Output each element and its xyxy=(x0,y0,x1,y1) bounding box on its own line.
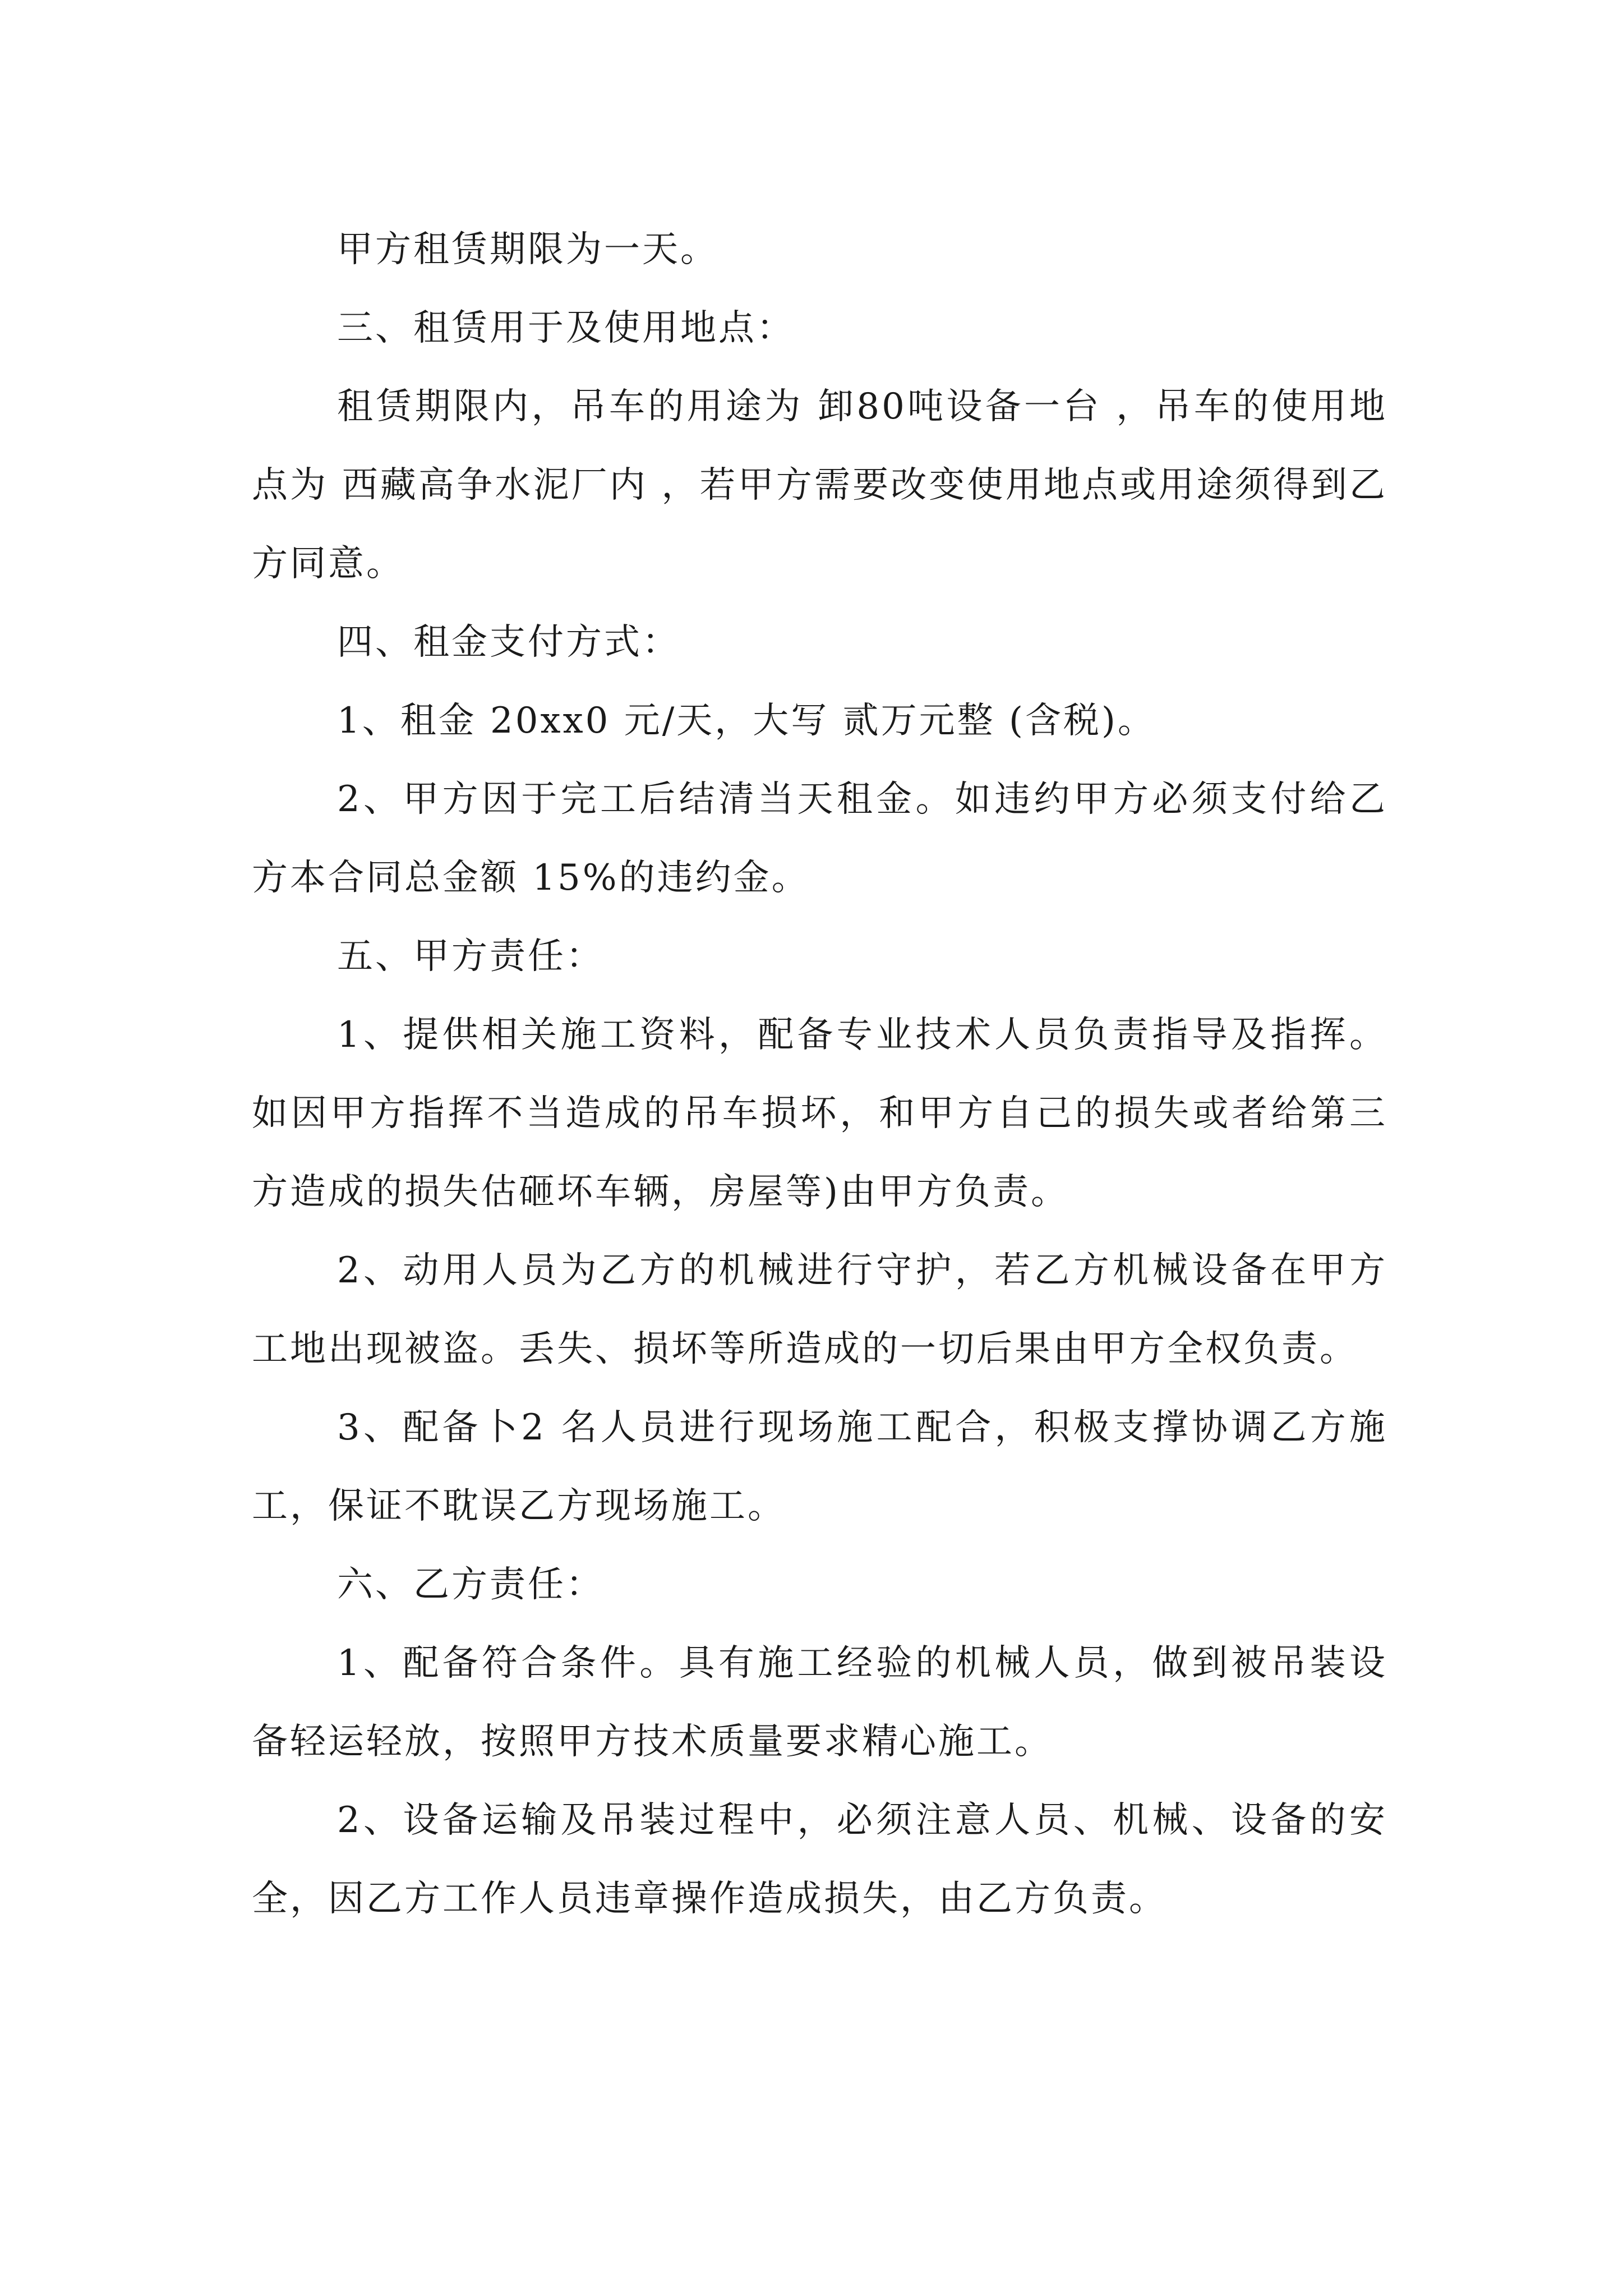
paragraph-usage-location: 租赁期限内，吊车的用途为 卸80吨设备一台 ，吊车的使用地点为 西藏高争水泥厂内 ，若甲方需要改变使用地点或用途须得到乙方同意。 xyxy=(252,386,1387,585)
paragraph-party-b-duty-2: 2、设备运输及吊装过程中，必须注意人员、机械、设备的安全，因乙方工作人员违章操作造成损失，由乙方负责。 xyxy=(252,1800,1387,1920)
paragraph-rent-amount: 1、租金 20xx0 元/天，大写 贰万元整 (含税)。 xyxy=(337,700,1156,742)
document-body xyxy=(252,210,1387,1938)
paragraph-rent-settlement: 2、甲方因于完工后结清当天租金。如违约甲方必须支付给乙方本合同总金额 15%的违约金。 xyxy=(252,779,1387,899)
section-heading-party-a: 五、甲方责任： xyxy=(337,936,604,977)
paragraph-lease-term: 甲方租赁期限为一天。 xyxy=(337,229,718,270)
paragraph-party-b-duty-1: 1、配备符合条件。具有施工经验的机械人员，做到被吊装设备轻运轻放，按照甲方技术质量要求精心施工。 xyxy=(252,1642,1387,1763)
section-heading-party-b: 六、乙方责任： xyxy=(337,1564,604,1605)
paragraph-party-a-duty-2: 2、动用人员为乙方的机械进行守护，若乙方机械设备在甲方工地出现被盗。丢失、损坏等所造成的一切后果由甲方全权负责。 xyxy=(252,1250,1387,1370)
section-heading-payment: 四、租金支付方式： xyxy=(337,622,680,663)
paragraph-party-a-duty-1: 1、提供相关施工资料，配备专业技术人员负责指导及指挥。如因甲方指挥不当造成的吊车损坏，和甲方自己的损失或者给第三方造成的损失估砸坏车辆，房屋等)由甲方负责。 xyxy=(252,1014,1387,1213)
section-heading-usage: 三、租赁用于及使用地点： xyxy=(337,307,795,349)
paragraph-party-a-duty-3: 3、配备卜2 名人员进行现场施工配合，积极支撑协调乙方施工，保证不耽误乙方现场施工。 xyxy=(252,1407,1387,1527)
